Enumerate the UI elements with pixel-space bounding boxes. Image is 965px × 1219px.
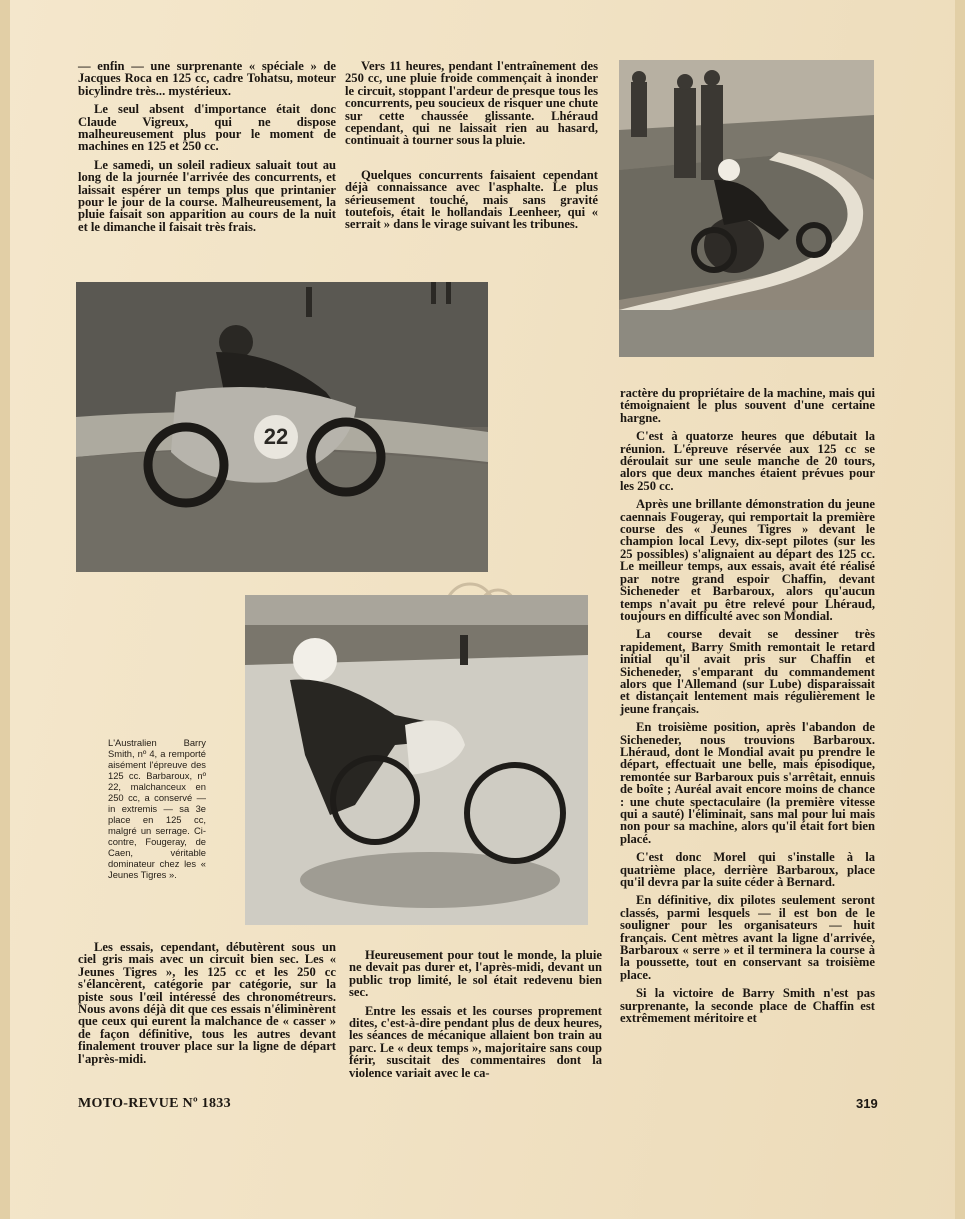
photo-image: [76, 282, 488, 572]
paragraph: — enfin — une surprenante « spéciale » de Jacques Roca en 125 cc, cadre Tohatsu, moteur bicylindre très... mystérieux.: [78, 59, 336, 98]
paragraph: ractère du propriétaire de la machine, mais qui témoignaient le plus souvent d'une certaine hargne.: [620, 386, 875, 425]
magazine-issue: MOTO-REVUE Nº 1833: [78, 1096, 231, 1111]
page-edge-left: [0, 0, 10, 1219]
paragraph: Heureusement pour tout le monde, la pluie ne devait pas durer et, l'après-midi, devant un public trop limité, le sol était redevenu bien sec.: [349, 948, 602, 1000]
column-3-text: [620, 387, 875, 1031]
race-number: 22: [263, 424, 289, 449]
paragraph: C'est à quatorze heures que débutait la réunion. L'épreuve réservée aux 125 cc se déroulait sur une seule manche de 20 tours, alors que deux manches étaient prévues pour les 250 cc.: [620, 429, 875, 493]
paragraph: En définitive, dix pilotes seulement seront classés, parmi lesquels — il est bon de le souligner pour les organisateurs — huit français. Cent mètres avant la ligne d'arrivée, Barbaroux « serre » et il terminera la course à la poussette, tout en conservant sa troisième place.: [620, 893, 875, 982]
paragraph: Si la victoire de Barry Smith n'est pas surprenante, la seconde place de Chaffin est extrêmement méritoire et: [620, 986, 875, 1026]
paragraph: Vers 11 heures, pendant l'entraînement des 250 cc, une pluie froide commençait à inonder le circuit, stoppant l'ardeur de presque tous les concurrents, peu soucieux de risquer une chute sur cette chaussée glissante. Lhéraud cependant, qui ne laissait rien au hasard, continuait à tourner sous la pluie.: [345, 59, 598, 148]
photo-rider-corner-spectators: [619, 60, 874, 357]
column-1-bottom-text: [78, 941, 336, 1071]
photo-image: [619, 60, 874, 357]
photo-image: [245, 595, 588, 925]
page-number: 319: [856, 1096, 878, 1111]
column-2-bottom-text: [349, 949, 602, 1085]
photo-caption: L'Australien Barry Smith, nº 4, a remporté aisément l'épreuve des 125 cc. Barbaroux, nº 22, malchanceux en 250 cc, a conservé — in extremis — sa 3e place en 125 cc, malgré un serrage. Ci-contre, Fougeray, de Caen, véritable dominateur chez les « Jeunes Tigres ».: [108, 737, 206, 880]
paragraph: Les essais, cependant, débutèrent sous un ciel gris mais avec un circuit bien sec. Les « Jeunes Tigres », les 125 cc et les 250 cc s'élancèrent, catégorie par catégorie, sur la piste sous l'œil intéressé des chronométreurs. Nous avons déjà dit que ces essais n'éliminèrent que ceux qui eurent la malchance de « casser » de façon définitive, tous les autres devant finalement trouver place sur la ligne de départ l'après-midi.: [78, 940, 336, 1066]
paragraph: Le seul absent d'importance était donc Claude Vigreux, qui ne dispose malheureusement plus pour le moment de machines en 125 et 250 cc.: [78, 102, 336, 154]
paragraph: Après une brillante démonstration du jeune caennais Fougeray, qui remportait la première course des « Jeunes Tigres » devant le champion local Levy, dix-sept pilotes (sur les 25 possibles) s'alignaient au départ des 125 cc. Le meilleur temps, aux essais, avait été réalisé par notre grand espoir Chaffin, devant Sicheneder et Barbaroux, alors qu'aucun temps n'avait pu être relevé pour Lhéraud, toujours en difficulté avec son Mondial.: [620, 497, 875, 623]
paragraph: En troisième position, après l'abandon de Sicheneder, nous trouvions Barbaroux. Lhéraud, dont le Mondial avait pu prendre le départ, effectuait une belle, mais épisodique, remontée sur Barbaroux puis s'arrêtait, ennuis de boîte ; Auréal avait encore moins de chance : une chute spectaculaire (la première vitesse qui a sauté) l'éliminait, sans mal pour lui mais non pour sa machine, alors qu'il était fort bien placé.: [620, 720, 875, 846]
column-2-top-text: [345, 60, 598, 237]
paragraph: La course devait se dessiner très rapidement, Barry Smith remontait le retard initial qu'il avait pris sur Chaffin et Sicheneder, s'emparant du commandement alors que l'Allemand (sur Lube) disparaissait et distançait lentement mais régulièrement le jeune français.: [620, 627, 875, 716]
page-edge-right: [955, 0, 965, 1219]
paragraph: Entre les essais et les courses proprement dites, c'est-à-dire pendant plus de deux heures, les séances de mécanique allaient bon train au parc. Le « deux temps », majoritaire sans coup férir, suscitait des commentaires dont la violence variait avec le ca-: [349, 1003, 602, 1080]
column-1-top-text: [78, 60, 336, 239]
photo-rider-22: [76, 282, 488, 572]
paragraph: C'est donc Morel qui s'installe à la quatrième place, derrière Barbaroux, place qu'il devra par la suite céder à Bernard.: [620, 850, 875, 890]
paragraph: Quelques concurrents faisaient cependant déjà connaissance avec l'asphalte. Le plus sérieusement touché, mais sans gravité toutefois, était le hollandais Leenheer, qui « serrait » dans le virage suivant les tribunes.: [345, 167, 598, 232]
paragraph: Le samedi, un soleil radieux saluait tout au long de la journée l'arrivée des concurrents, et laissait espérer un temps plus que printanier pour le jour de la course. Malheureusement, la pluie faisait son apparition au cours de la nuit et le dimanche il faisait très frais.: [78, 157, 336, 234]
photo-fougeray: [245, 595, 588, 925]
